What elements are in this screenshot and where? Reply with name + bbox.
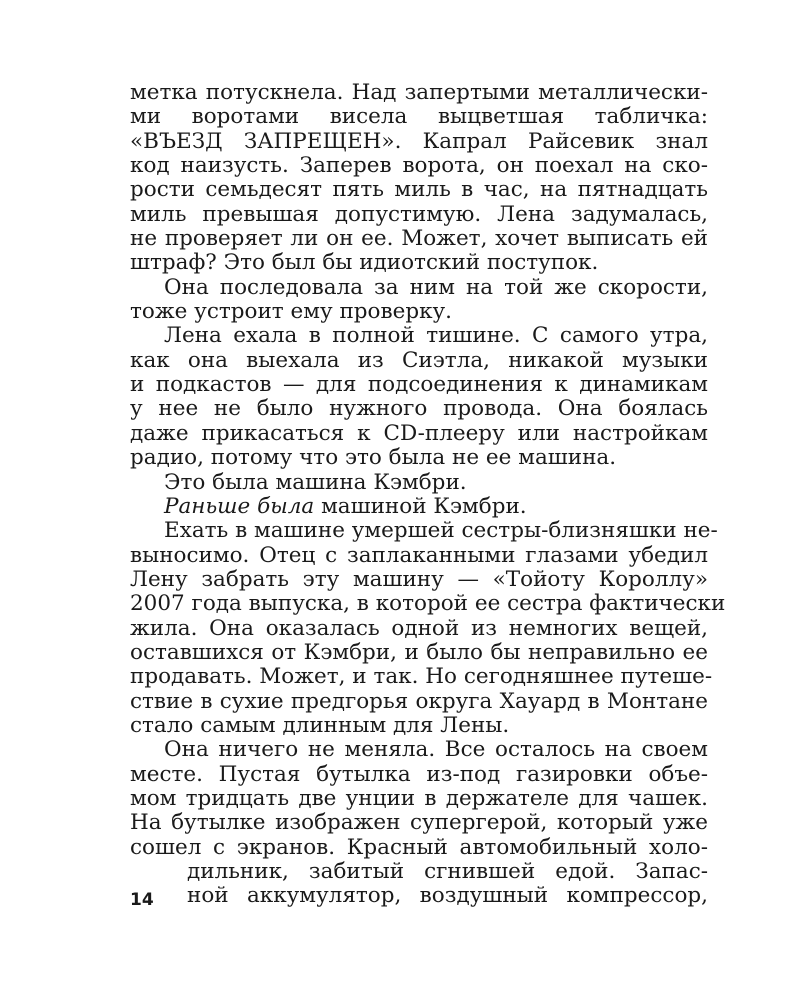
text-line: код наизусть. Заперев ворота, он поехал на ско- [130,153,708,179]
text-line: радио, потому что это была не ее машина. [130,445,617,471]
text-line: сошел с экранов. Красный автомобильный холо- [130,834,708,860]
text-line: Лена ехала в полной тишине. С самого утра, [164,323,708,349]
text-line: ми воротами висела выцветшая табличка: [130,104,708,130]
text-line: дильник, забитый сгнившей едой. Запас- [187,859,708,884]
text-line: как она выехала из Сиэтла, никакой музыки [130,347,708,373]
text-line: тоже устроит ему проверку. [130,299,453,325]
text-line: Она ничего не меняла. Все осталось на своем [164,737,708,763]
text-line: ной аккумулятор, воздушный компрессор, [187,883,708,909]
text-line: «ВЪЕЗД ЗАПРЕЩЕН». Капрал Райсевик знал [130,128,708,154]
text-line: не проверяет ли он ее. Может, хочет выписать ей [130,226,708,252]
italic-phrase: Раньше была [164,493,315,519]
text-line: 2007 года выпуска, в которой ее сестра фактически [130,591,726,617]
text-line: Это была машина Кэмбри. [164,469,467,495]
text-line: жила. Она оказалась одной из немногих вещей, [130,615,708,641]
text-line: оставшихся от Кэмбри, и было бы неправильно ее [130,639,708,665]
text-line-with-italic [130,495,708,519]
text-line: Ехать в машине умершей сестры-близняшки не- [164,518,718,544]
text-line: миль превышая допустимую. Лена задумалась, [130,201,708,227]
text-line: Лену забрать эту машину — «Тойоту Короллу» [130,566,708,592]
text-line-rest: машиной Кэмбри. [321,493,527,519]
text-line: месте. Пустая бутылка из-под газировки объе- [130,761,708,787]
text-line: ствие в сухие предгорья округа Хауард в Монтане [130,688,708,714]
text-line: метка потускнела. Над запертыми металлически- [130,80,708,105]
text-line: и подкастов — для подсоединения к динамикам [130,372,708,398]
text-line: стало самым длинным для Лены. [130,712,510,738]
text-line: у нее не было нужного провода. Она боялась [130,396,708,422]
text-line: Она последовала за ним на той же скорости, [164,274,708,300]
text-line: продавать. Может, и так. Но сегодняшнее путеше- [130,664,713,690]
text-line: даже прикасаться к CD-плееру или настройкам [130,420,708,446]
page-body-text [130,80,726,909]
text-line: На бутылке изображен супергерой, который уже [130,810,708,836]
page-number: 14 [130,890,154,910]
text-line: мом тридцать две унции в держателе для чашек. [130,785,708,811]
text-line: штраф? Это был бы идиотский поступок. [130,250,599,276]
text-line: рости семьдесят пять миль в час, на пятнадцать [130,177,708,203]
text-line: выносимо. Отец с заплаканными глазами убедил [130,542,708,568]
